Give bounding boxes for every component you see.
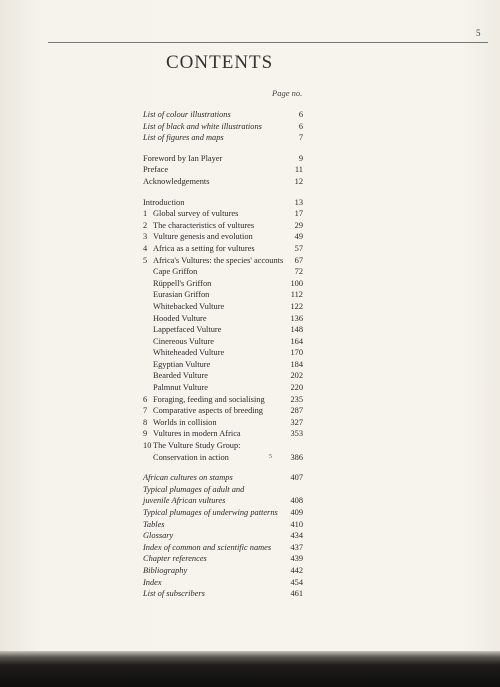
toc-entry-title: Global survey of vultures	[153, 209, 239, 219]
toc-entry[interactable]	[143, 336, 303, 348]
toc-entry-page: 442	[290, 565, 303, 575]
toc-entry-page: 11	[294, 165, 303, 175]
toc-entry-title: Typical plumages of underwing patterns	[143, 508, 278, 517]
toc-entry[interactable]	[143, 484, 303, 496]
toc-entry[interactable]	[143, 553, 303, 565]
toc-entry-title: Africa's Vultures: the species' accounts	[153, 255, 284, 265]
toc-entry-title: Index of common and scientific names	[143, 542, 272, 552]
toc-entry[interactable]	[143, 176, 303, 188]
toc-entry-title: Conservation in action	[153, 452, 229, 462]
page-title: CONTENTS	[166, 52, 274, 73]
toc-entry-title: Comparative aspects of breeding	[153, 406, 263, 416]
toc-group	[143, 109, 303, 144]
toc-entry[interactable]	[143, 507, 303, 519]
toc-entry-page: 9	[298, 153, 303, 163]
toc-entry-title: List of figures and maps	[143, 133, 224, 143]
toc-entry[interactable]	[143, 324, 303, 336]
margin-mark: 5	[269, 453, 272, 460]
toc-entry-page: 327	[290, 417, 303, 427]
toc-entry[interactable]	[143, 243, 303, 255]
table-of-contents	[143, 109, 303, 609]
chapter-number: 4	[143, 243, 148, 253]
toc-entry[interactable]	[143, 313, 303, 325]
toc-entry-title: Palmnut Vulture	[153, 383, 208, 393]
chapter-number: 7	[143, 406, 148, 416]
toc-entry[interactable]	[143, 394, 303, 406]
toc-entry[interactable]	[143, 370, 303, 382]
toc-entry[interactable]	[143, 472, 303, 484]
toc-entry-title: Preface	[143, 165, 169, 175]
toc-entry-title: Worlds in collision	[153, 417, 217, 427]
toc-group	[143, 153, 303, 188]
toc-entry-page: 72	[294, 267, 303, 277]
toc-entry-title: Lappetfaced Vulture	[153, 325, 222, 335]
chapter-number: 2	[143, 220, 148, 230]
toc-entry-page: 112	[290, 290, 303, 300]
toc-entry[interactable]	[143, 301, 303, 313]
toc-entry[interactable]	[143, 577, 303, 589]
toc-group	[143, 472, 303, 600]
toc-entry-title: Cape Griffon	[153, 267, 198, 277]
toc-entry-page: 100	[290, 278, 303, 288]
toc-entry[interactable]	[143, 519, 303, 531]
toc-entry[interactable]	[143, 565, 303, 577]
toc-entry-title: Bearded Vulture	[153, 371, 208, 381]
toc-entry[interactable]	[143, 405, 303, 417]
toc-entry-page: 164	[290, 336, 303, 346]
toc-entry-title: Acknowledgements	[143, 176, 210, 186]
toc-entry-page: 461	[290, 589, 303, 599]
chapter-number: 10	[143, 441, 152, 451]
toc-entry[interactable]	[143, 220, 303, 232]
toc-entry-title: The Vulture Study Group:	[153, 441, 241, 451]
toc-entry-page: 6	[298, 121, 303, 131]
toc-entry-page: 407	[290, 473, 303, 483]
toc-entry-page: 49	[294, 232, 303, 242]
toc-entry-page: 7	[298, 133, 303, 143]
toc-entry-title: Index	[143, 577, 162, 587]
toc-entry-title: African cultures on stamps	[143, 473, 233, 483]
toc-entry[interactable]	[143, 289, 303, 301]
toc-entry-title: Rüppell's Griffon	[153, 278, 212, 288]
chapter-number: 9	[143, 429, 148, 439]
toc-entry[interactable]	[143, 542, 303, 554]
toc-entry[interactable]	[143, 109, 303, 121]
toc-entry-page: 386	[290, 452, 303, 462]
toc-entry-title: The characteristics of vultures	[153, 220, 255, 230]
toc-entry[interactable]	[143, 164, 303, 176]
toc-entry[interactable]	[143, 153, 303, 165]
chapter-number: 8	[143, 417, 148, 427]
toc-entry[interactable]	[143, 428, 303, 440]
toc-group	[143, 197, 303, 464]
toc-entry-title: Bibliography	[143, 565, 188, 575]
toc-entry-title: Hooded Vulture	[153, 313, 207, 323]
toc-entry-title: List of colour illustrations	[143, 110, 231, 119]
toc-entry[interactable]	[143, 417, 303, 429]
toc-entry-page: 220	[290, 383, 303, 393]
toc-entry-page: 287	[290, 406, 303, 416]
toc-entry-title: Tables	[143, 519, 165, 529]
toc-entry[interactable]	[143, 255, 303, 267]
toc-entry-title: Egyptian Vulture	[153, 359, 211, 369]
toc-entry-title: Eurasian Griffon	[153, 290, 210, 300]
bottom-shadow	[0, 651, 500, 687]
toc-entry-page: 29	[294, 220, 303, 230]
toc-entry-page: 6	[298, 110, 303, 119]
chapter-number: 1	[143, 209, 148, 219]
toc-entry-page: 122	[290, 301, 303, 311]
toc-entry-title: Glossary	[143, 531, 174, 541]
toc-entry-page: 184	[290, 359, 303, 369]
chapter-number: 5	[143, 255, 148, 265]
toc-entry-page: 353	[290, 429, 303, 439]
toc-entry[interactable]	[143, 132, 303, 144]
toc-entry-title: Whiteheaded Vulture	[153, 348, 225, 358]
toc-entry-page: 235	[290, 394, 303, 404]
toc-entry-page: 17	[294, 209, 303, 219]
toc-entry[interactable]	[143, 359, 303, 371]
toc-entry[interactable]	[143, 495, 303, 507]
toc-entry-page: 57	[294, 243, 303, 253]
toc-entry-title: Cinereous Vulture	[153, 336, 214, 346]
toc-entry[interactable]	[143, 440, 303, 452]
toc-entry[interactable]	[143, 382, 303, 394]
toc-entry-title: List of subscribers	[143, 589, 205, 599]
toc-entry[interactable]	[143, 278, 303, 290]
toc-entry-page: 410	[290, 519, 303, 529]
toc-entry[interactable]	[143, 197, 303, 209]
toc-entry-title: Foreword by Ian Player	[143, 153, 223, 163]
toc-entry-page: 434	[290, 531, 303, 541]
toc-entry-title: Foraging, feeding and socialising	[153, 394, 265, 404]
toc-entry-page: 12	[294, 176, 303, 186]
toc-entry-title: juvenile African vultures	[143, 496, 226, 506]
toc-entry[interactable]	[143, 452, 303, 464]
toc-entry[interactable]	[143, 347, 303, 359]
header-rule	[48, 42, 488, 43]
page-no-column-header: Page no.	[272, 88, 303, 98]
toc-entry-title: Vulture genesis and evolution	[153, 232, 253, 242]
toc-entry-title: Chapter references	[143, 554, 207, 564]
toc-entry-page: 454	[290, 577, 303, 587]
toc-entry-title: Whitebacked Vulture	[153, 301, 225, 311]
toc-entry-page: 409	[290, 508, 303, 517]
toc-entry[interactable]	[143, 530, 303, 542]
toc-entry-page: 439	[290, 554, 303, 564]
toc-entry[interactable]	[143, 231, 303, 243]
toc-entry-title: Vultures in modern Africa	[153, 429, 241, 439]
toc-entry-title: Introduction	[143, 197, 185, 207]
toc-entry[interactable]	[143, 588, 303, 600]
toc-entry-title: List of black and white illustrations	[143, 121, 262, 131]
toc-entry[interactable]	[143, 266, 303, 278]
toc-entry-title: Africa as a setting for vultures	[153, 243, 255, 253]
toc-entry[interactable]	[143, 208, 303, 220]
toc-entry-page: 148	[290, 325, 303, 335]
page-number: 5	[476, 28, 481, 38]
chapter-number: 6	[143, 394, 148, 404]
chapter-number: 3	[143, 232, 148, 242]
toc-entry[interactable]	[143, 121, 303, 133]
toc-entry-page: 13	[294, 197, 303, 207]
toc-entry-page: 67	[294, 255, 303, 265]
toc-entry-title: Typical plumages of adult and	[143, 484, 245, 494]
toc-entry-page: 437	[290, 542, 303, 552]
toc-entry-page: 170	[290, 348, 303, 358]
toc-entry-page: 202	[290, 371, 303, 381]
toc-entry-page: 136	[290, 313, 303, 323]
toc-entry-page: 408	[290, 496, 303, 506]
